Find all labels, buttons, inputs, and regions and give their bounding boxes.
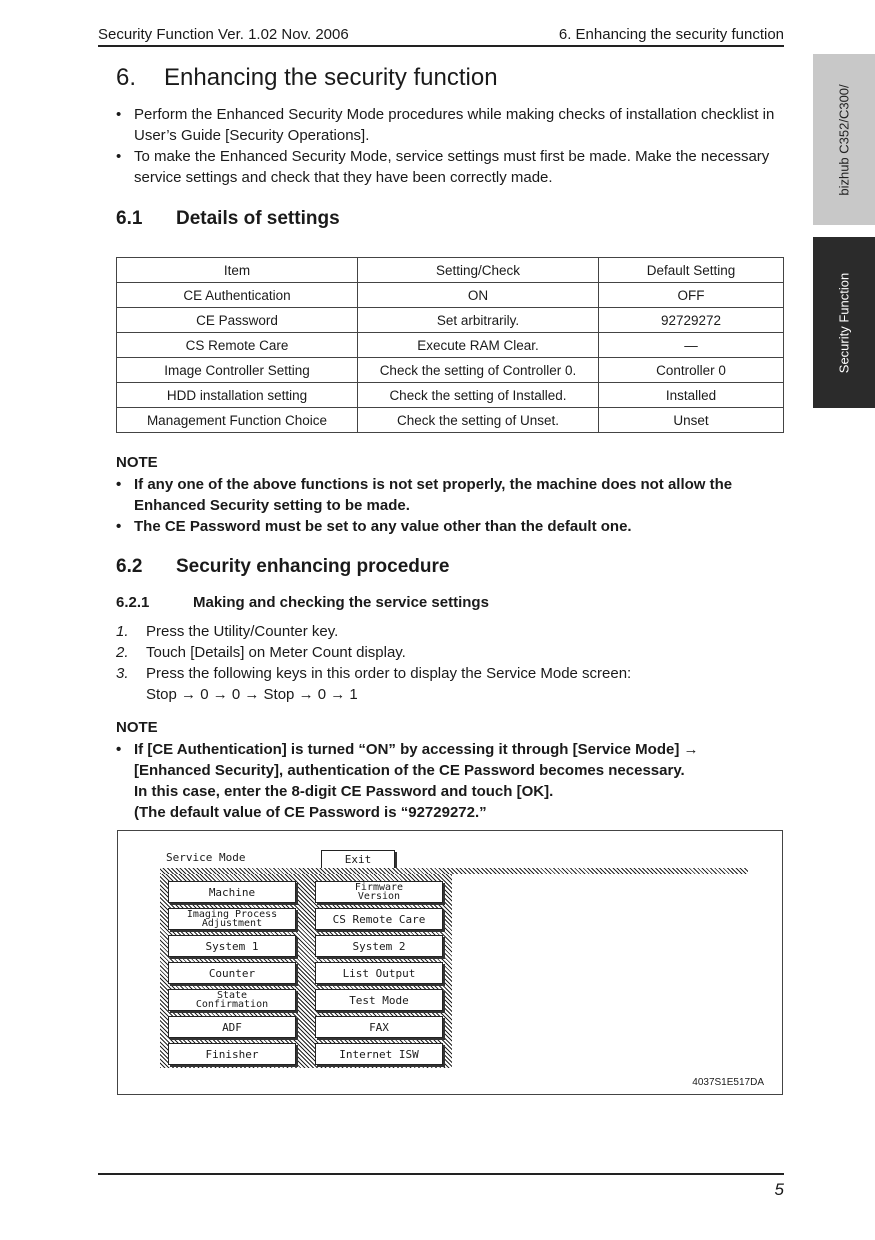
table-row <box>117 408 784 433</box>
list-output-button[interactable]: List Output <box>315 962 443 984</box>
settings-table <box>116 257 784 433</box>
note-1-item: • If any one of the above functions is not set properly, the machine does not allow the Enhanced Security setting to be made. <box>116 474 776 516</box>
step-number: 1. <box>116 623 129 640</box>
table-row <box>117 333 784 358</box>
section-heading <box>116 64 498 92</box>
finisher-button[interactable]: Finisher <box>168 1043 296 1065</box>
step-text: Press the Utility/Counter key. <box>146 623 339 640</box>
internet-isw-button[interactable]: Internet ISW <box>315 1043 443 1065</box>
service-mode-title: Service Mode <box>166 851 246 864</box>
subsection-6-2-1-title: Making and checking the service settings <box>193 594 489 611</box>
table-cell: Installed <box>599 383 784 408</box>
fax-button[interactable]: FAX <box>315 1016 443 1038</box>
section-number: 6. <box>116 64 137 91</box>
exit-button[interactable]: Exit <box>321 850 395 870</box>
table-cell: OFF <box>599 283 784 308</box>
procedure-step <box>116 663 776 705</box>
side-tab-security-label: Security Function <box>836 272 852 373</box>
table-cell: Check the setting of Unset. <box>358 408 599 433</box>
table-cell: Unset <box>599 408 784 433</box>
subsection-6-2-number: 6.2 <box>116 556 143 577</box>
procedure-step <box>116 621 776 642</box>
step-number: 2. <box>116 644 129 661</box>
figure-code: 4037S1E517DA <box>692 1077 764 1088</box>
table-cell: Controller 0 <box>599 358 784 383</box>
system-1-button[interactable]: System 1 <box>168 935 296 957</box>
table-cell: Image Controller Setting <box>117 358 358 383</box>
step-number: 3. <box>116 665 129 682</box>
step-text: Press the following keys in this order to display the Service Mode screen: <box>146 665 632 682</box>
table-cell: CS Remote Care <box>117 333 358 358</box>
note-1-title: NOTE <box>116 454 158 471</box>
table-cell: 92729272 <box>599 308 784 333</box>
note-2-line: [Enhanced Security], authentication of the CE Password becomes necessary. <box>134 762 685 779</box>
table-row <box>117 383 784 408</box>
key-sequence: Stop → 0 → 0 → Stop → 0 → 1 <box>146 686 358 703</box>
page-number: 5 <box>774 1180 784 1199</box>
table-cell: Set arbitrarily. <box>358 308 599 333</box>
subsection-6-1-heading <box>116 208 340 230</box>
procedure-step <box>116 642 776 663</box>
table-header-cell: Default Setting <box>599 258 784 283</box>
adf-button[interactable]: ADF <box>168 1016 296 1038</box>
system-2-button[interactable]: System 2 <box>315 935 443 957</box>
table-cell: CE Authentication <box>117 283 358 308</box>
cs-remote-care-button[interactable]: CS Remote Care <box>315 908 443 930</box>
note-2-line: (The default value of CE Password is “92729272.” <box>134 804 487 821</box>
table-cell: Execute RAM Clear. <box>358 333 599 358</box>
side-tab-security <box>813 237 875 408</box>
note-2-list <box>116 739 776 823</box>
subsection-6-2-title: Security enhancing procedure <box>176 556 450 577</box>
side-tab-model <box>813 54 875 225</box>
header-left: Security Function Ver. 1.02 Nov. 2006 <box>98 26 349 43</box>
table-cell: ON <box>358 283 599 308</box>
table-cell: CE Password <box>117 308 358 333</box>
section-title: Enhancing the security function <box>164 64 498 91</box>
firmware-version-button[interactable]: Firmware Version <box>315 881 443 903</box>
table-cell: Management Function Choice <box>117 408 358 433</box>
note-2-line: If [CE Authentication] is turned “ON” by accessing it through [Service Mode] → <box>134 741 699 758</box>
intro-bullets <box>116 104 776 188</box>
note-2-item <box>116 739 776 823</box>
subsection-6-1-number: 6.1 <box>116 208 143 229</box>
header-right: 6. Enhancing the security function <box>558 26 784 43</box>
header-rule <box>98 45 784 47</box>
table-row <box>117 358 784 383</box>
note-2-line: In this case, enter the 8-digit CE Password and touch [OK]. <box>134 783 554 800</box>
subsection-6-2-heading <box>116 556 449 578</box>
subsection-6-2-1-heading <box>116 594 489 611</box>
counter-button[interactable]: Counter <box>168 962 296 984</box>
footer-rule <box>98 1173 784 1175</box>
subsection-6-1-title: Details of settings <box>176 208 340 229</box>
table-cell: Check the setting of Controller 0. <box>358 358 599 383</box>
test-mode-button[interactable]: Test Mode <box>315 989 443 1011</box>
imaging-process-adjustment-button[interactable]: Imaging Process Adjustment <box>168 908 296 930</box>
side-tab-model-label: bizhub C352/C300/ <box>836 83 852 196</box>
table-header-cell: Item <box>117 258 358 283</box>
table-header-cell: Setting/Check <box>358 258 599 283</box>
table-header-row <box>117 258 784 283</box>
note-1-list <box>116 474 776 537</box>
subsection-6-2-1-number: 6.2.1 <box>116 594 150 611</box>
intro-bullet: • To make the Enhanced Security Mode, service settings must first be made. Make the necessary service settings and check that they have been correctly made. <box>116 146 776 188</box>
note-1-item: • The CE Password must be set to any value other than the default one. <box>116 516 776 537</box>
table-row <box>117 283 784 308</box>
table-cell: — <box>599 333 784 358</box>
table-row <box>117 308 784 333</box>
table-cell: Check the setting of Installed. <box>358 383 599 408</box>
state-confirmation-button[interactable]: State Confirmation <box>168 989 296 1011</box>
table-cell: HDD installation setting <box>117 383 358 408</box>
service-mode-figure <box>117 830 783 1095</box>
machine-button[interactable]: Machine <box>168 881 296 903</box>
intro-bullet: • Perform the Enhanced Security Mode procedures while making checks of installation checklist in User’s Guide [Security Operations]. <box>116 104 776 146</box>
step-text: Touch [Details] on Meter Count display. <box>146 644 406 661</box>
note-2-title: NOTE <box>116 719 158 736</box>
procedure-steps <box>116 621 776 705</box>
